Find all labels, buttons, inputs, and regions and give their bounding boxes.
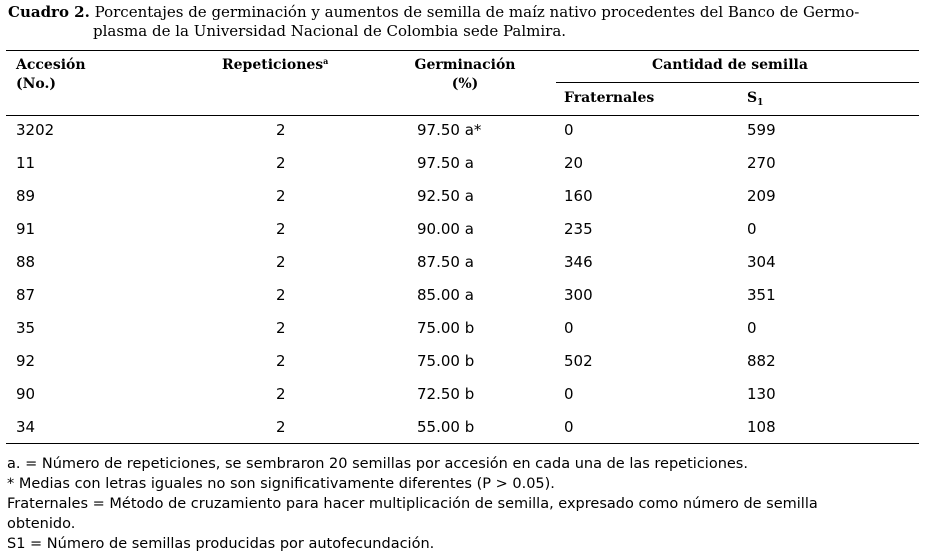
cell-germinacion: 75.00 b — [417, 352, 475, 370]
footnote-asterisk: * Medias con letras iguales no son significativamente diferentes (P > 0.05). — [7, 476, 555, 492]
cell-fraternales: 0 — [564, 385, 574, 403]
cell-germinacion: 90.00 a — [417, 220, 474, 238]
header-germinacion-line2: (%) — [451, 76, 479, 92]
header-fraternales: Fraternales — [564, 90, 655, 106]
table-body — [0, 114, 928, 444]
table-row — [0, 279, 928, 312]
header-repeticiones-sup: a — [323, 56, 329, 66]
header-accesion-line1: Accesión — [16, 57, 86, 73]
cell-s1: 108 — [747, 418, 776, 436]
cell-germinacion: 92.50 a — [417, 187, 474, 205]
table-bottom-rule — [6, 443, 919, 444]
cell-repeticiones: 2 — [276, 418, 286, 436]
cell-s1: 304 — [747, 253, 776, 271]
cell-repeticiones: 2 — [276, 286, 286, 304]
cell-repeticiones: 2 — [276, 220, 286, 238]
footnote-s1: S1 = Número de semillas producidas por autofecundación. — [7, 536, 435, 552]
footnote-fraternales-cont: obtenido. — [7, 516, 76, 532]
table-row — [0, 246, 928, 279]
cell-repeticiones: 2 — [276, 154, 286, 172]
cell-germinacion: 72.50 b — [417, 385, 475, 403]
header-s1-sub: 1 — [757, 98, 764, 108]
cell-accesion: 3202 — [16, 121, 55, 139]
cell-fraternales: 0 — [564, 121, 574, 139]
cell-repeticiones: 2 — [276, 385, 286, 403]
cell-accesion: 92 — [16, 352, 36, 370]
cell-accesion: 34 — [16, 418, 36, 436]
cell-germinacion: 97.50 a — [417, 154, 474, 172]
cell-s1: 0 — [747, 319, 757, 337]
cell-s1: 270 — [747, 154, 776, 172]
cell-germinacion: 75.00 b — [417, 319, 475, 337]
header-repeticiones-label: Repeticiones — [222, 57, 324, 73]
cell-s1: 209 — [747, 187, 776, 205]
header-accesion — [16, 56, 86, 94]
header-cantidad-semilla: Cantidad de semilla — [652, 57, 808, 73]
header-sub-rule — [556, 82, 919, 83]
header-repeticiones — [222, 56, 328, 75]
caption-text-line1: Porcentajes de germinación y aumentos de semilla de maíz nativo procedentes del Banco de Germo- — [89, 3, 860, 21]
cell-repeticiones: 2 — [276, 121, 286, 139]
cell-accesion: 11 — [16, 154, 36, 172]
cell-fraternales: 20 — [564, 154, 584, 172]
cell-germinacion: 55.00 b — [417, 418, 475, 436]
cell-s1: 0 — [747, 220, 757, 238]
cell-s1: 599 — [747, 121, 776, 139]
cell-fraternales: 0 — [564, 319, 574, 337]
table-row — [0, 213, 928, 246]
cell-fraternales: 160 — [564, 187, 593, 205]
cell-accesion: 35 — [16, 319, 36, 337]
cell-fraternales: 300 — [564, 286, 593, 304]
header-s1 — [747, 89, 763, 108]
cell-germinacion: 97.50 a* — [417, 121, 482, 139]
cell-accesion: 90 — [16, 385, 36, 403]
cell-repeticiones: 2 — [276, 253, 286, 271]
table-row — [0, 378, 928, 411]
cell-fraternales: 502 — [564, 352, 593, 370]
footnote-fraternales: Fraternales = Método de cruzamiento para hacer multiplicación de semilla, expresado como número de semilla — [7, 496, 818, 512]
header-germinacion — [409, 56, 521, 94]
caption-label: Cuadro 2. — [8, 3, 90, 21]
table-row — [0, 312, 928, 345]
table-row — [0, 411, 928, 444]
table-row — [0, 345, 928, 378]
cell-accesion: 89 — [16, 187, 36, 205]
table-footnotes — [7, 454, 925, 554]
cell-fraternales: 346 — [564, 253, 593, 271]
footnote-a: a. = Número de repeticiones, se sembraron 20 semillas por accesión en cada una de las repeticiones. — [7, 456, 748, 472]
table-row — [0, 147, 928, 180]
cell-fraternales: 235 — [564, 220, 593, 238]
cell-accesion: 91 — [16, 220, 36, 238]
cell-germinacion: 85.00 a — [417, 286, 474, 304]
table-row — [0, 180, 928, 213]
table-row — [0, 114, 928, 147]
table-top-rule — [6, 50, 919, 51]
cell-repeticiones: 2 — [276, 319, 286, 337]
cell-s1: 130 — [747, 385, 776, 403]
cell-s1: 351 — [747, 286, 776, 304]
header-s1-base: S — [747, 90, 758, 106]
table-caption — [8, 3, 913, 41]
cell-fraternales: 0 — [564, 418, 574, 436]
cell-repeticiones: 2 — [276, 352, 286, 370]
cell-accesion: 87 — [16, 286, 36, 304]
cell-germinacion: 87.50 a — [417, 253, 474, 271]
header-germinacion-line1: Germinación — [414, 57, 516, 73]
caption-text-line2: plasma de la Universidad Nacional de Colombia sede Palmira. — [93, 22, 567, 40]
header-accesion-line2: (No.) — [16, 76, 57, 92]
cell-repeticiones: 2 — [276, 187, 286, 205]
cell-accesion: 88 — [16, 253, 36, 271]
cell-s1: 882 — [747, 352, 776, 370]
